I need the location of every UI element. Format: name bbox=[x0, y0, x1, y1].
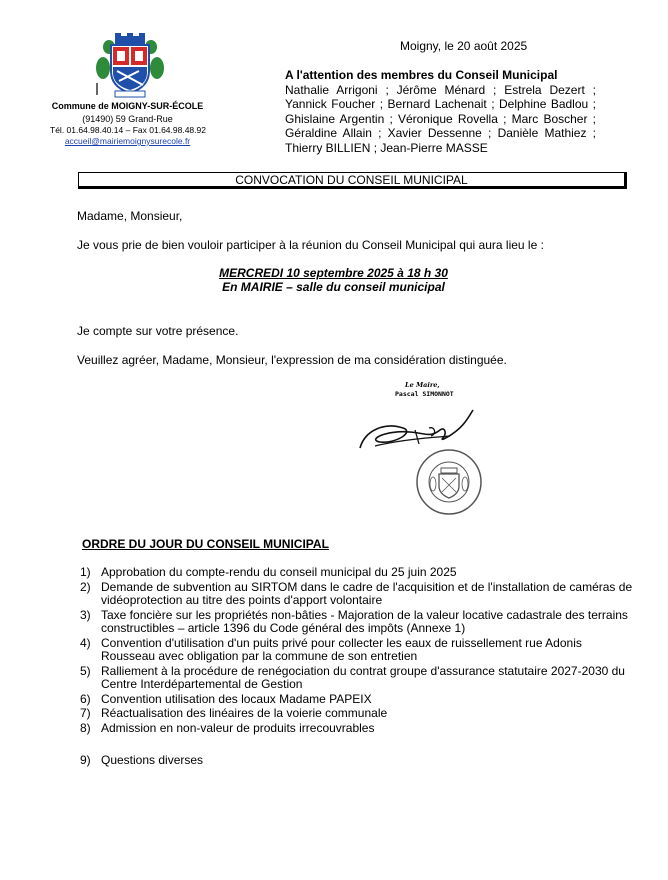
agenda-item-text: Approbation du compte-rendu du conseil municipal du 25 juin 2025 bbox=[101, 565, 457, 579]
recipients-names: Nathalie Arrigoni ; Jérôme Ménard ; Estrela Dezert ; Yannick Foucher ; Bernard Lachenait ; Delphine Badlou ; Ghislaine Argentin ; Véronique Rovella ; Marc Boscher ; Géraldine Allain ; Xavier Dessenne ; Danièle Mathiez ; Thierry BILLIEN ; Jean-Pierre MASSE bbox=[285, 82, 596, 155]
agenda-list bbox=[80, 566, 635, 769]
agenda-item bbox=[80, 637, 635, 664]
agenda-item-text: Convention utilisation des locaux Madame PAPEIX bbox=[101, 691, 372, 706]
official-seal-stamp bbox=[415, 448, 483, 516]
presence-text: Je compte sur votre présence. bbox=[77, 324, 239, 338]
place-and-date: Moigny, le 20 août 2025 bbox=[400, 39, 528, 53]
agenda-item-number: 4) bbox=[80, 635, 91, 650]
agenda-item-number: 9) bbox=[80, 753, 91, 767]
agenda-item bbox=[80, 693, 635, 707]
recipients-block bbox=[285, 68, 596, 155]
agenda-item-text: Réactualisation des linéaires de la voierie communale bbox=[101, 706, 388, 720]
invitation-text: Je vous prie de bien vouloir participer à la réunion du Conseil Municipal qui aura lieu le : bbox=[77, 238, 544, 252]
meeting-place: En MAIRIE – salle du conseil municipal bbox=[222, 280, 445, 294]
agenda-item bbox=[80, 566, 635, 580]
commune-name: Commune de MOIGNY-SUR-ÉCOLE bbox=[51, 101, 204, 111]
agenda-item-text: Convention d'utilisation d'un puits privé pour collecter les eaux de ruissellement rue Adonis Rousseau avec obligation par la commune de son entretien bbox=[101, 635, 582, 663]
agenda-item bbox=[80, 722, 635, 736]
agenda-item-number: 8) bbox=[80, 720, 91, 735]
agenda-item bbox=[80, 609, 635, 636]
agenda-item-number: 2) bbox=[80, 579, 91, 594]
closing-text: Veuillez agréer, Madame, Monsieur, l'expression de ma considération distinguée. bbox=[77, 353, 507, 367]
agenda-item bbox=[80, 665, 635, 692]
agenda-item-text: Taxe foncière sur les propriétés non-bâties - Majoration de la valeur locative cadastrale des terrains constructibles – article 1396 du Code général des impôts (Annexe 1) bbox=[101, 607, 628, 635]
agenda-item-number: 3) bbox=[80, 607, 91, 622]
agenda-item-text: Demande de subvention au SIRTOM dans le cadre de l'acquisition et de l'installation de caméras de vidéoprotection au titre des points d'apport volontaire bbox=[101, 579, 633, 607]
meeting-date: MERCREDI 10 septembre 2025 à 18 h 30 bbox=[219, 266, 448, 280]
commune-coat-of-arms-logo bbox=[95, 33, 165, 99]
agenda-item-text: Questions diverses bbox=[101, 753, 204, 767]
salutation: Madame, Monsieur, bbox=[77, 209, 183, 223]
agenda-title: ORDRE DU JOUR DU CONSEIL MUNICIPAL bbox=[82, 537, 329, 551]
agenda-item-text: Admission en non-valeur de produits irrecouvrables bbox=[101, 720, 375, 735]
agenda-item-number: 1) bbox=[80, 565, 91, 579]
agenda-item-number: 6) bbox=[80, 691, 91, 706]
commune-address: (91490) 59 Grand-Rue bbox=[82, 114, 173, 124]
agenda-item-number: 5) bbox=[80, 663, 91, 678]
agenda-item-text: Ralliement à la procédure de renégociation du contrat groupe d'assurance statutaire 2027-2030 du Centre Interdépartemental de Gestion bbox=[101, 663, 625, 691]
signer-name: Pascal SIMONNOT bbox=[395, 390, 454, 398]
agenda-item bbox=[80, 707, 635, 721]
document-title: CONVOCATION DU CONSEIL MUNICIPAL bbox=[78, 172, 627, 189]
recipients-title: A l'attention des membres du Conseil Municipal bbox=[285, 68, 558, 82]
agenda-item bbox=[80, 581, 635, 608]
agenda-item bbox=[80, 754, 635, 768]
commune-email-link[interactable]: accueil@mairiemoignysurecole.fr bbox=[64, 136, 191, 146]
commune-phone-fax: Tél. 01.64.98.40.14 – Fax 01.64.98.48.92 bbox=[50, 125, 206, 135]
signer-role: Le Maire, bbox=[405, 381, 440, 389]
agenda-item-number: 7) bbox=[80, 706, 91, 720]
